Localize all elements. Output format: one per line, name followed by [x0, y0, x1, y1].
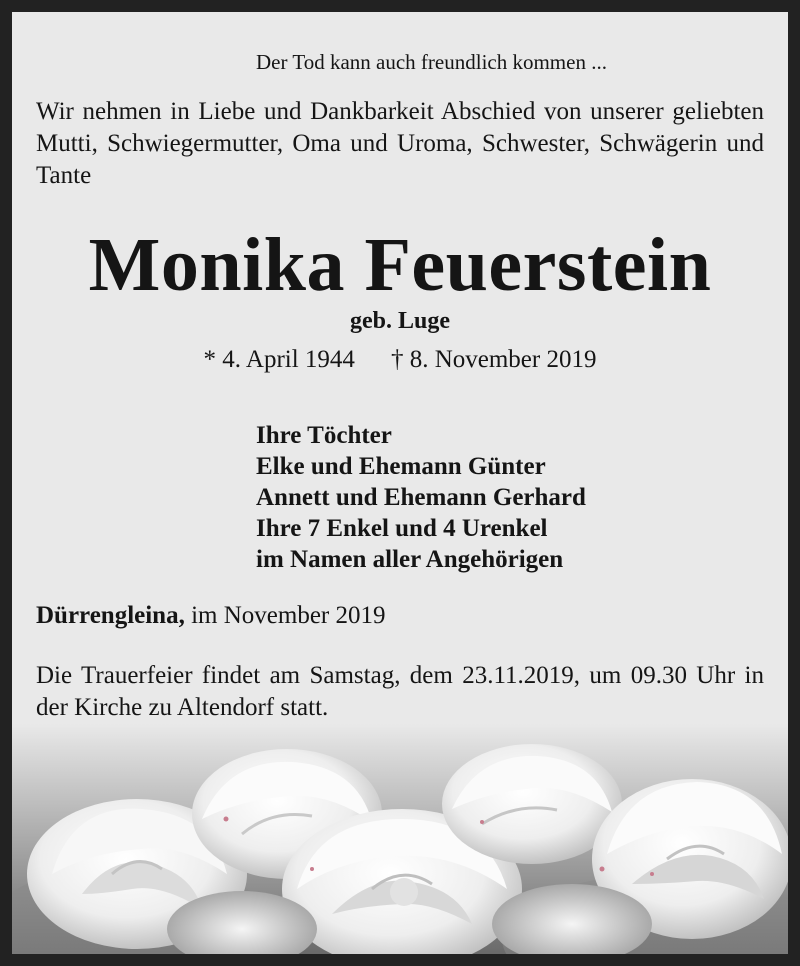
place-date-line: [36, 602, 386, 630]
birth-name: geb. Luge: [349, 308, 450, 334]
motto-line: [12, 50, 788, 75]
place-name: Dürrengleina,: [36, 602, 185, 629]
white-roses-image: [12, 724, 788, 954]
mourner-line: Ihre 7 Enkel und 4 Urenkel: [256, 515, 548, 542]
mourner-line: im Namen aller Angehörigen: [256, 546, 564, 573]
mourner-line: Annett und Ehemann Gerhard: [256, 484, 586, 511]
intro-paragraph: Wir nehmen in Liebe und Dankbarkeit Abschied von unserer geliebten Mutti, Schwiegermutter, Oma und Uroma, Schwester, Schwägerin und Tante: [36, 98, 764, 189]
motto-text: Der Tod kann auch freundlich kommen ...: [256, 50, 607, 74]
service-details: Die Trauerfeier findet am Samstag, dem 23.11.2019, um 09.30 Uhr in der Kirche zu Altendorf statt.: [36, 662, 764, 721]
mourner-line: Ihre Töchter: [256, 422, 392, 449]
notice-date: im November 2019: [191, 602, 386, 629]
mourners-list: [256, 420, 586, 575]
life-dates: [12, 346, 788, 374]
birth-date: * 4. April 1944: [203, 346, 355, 373]
deceased-name: Monika Feuerstein: [88, 223, 712, 307]
death-date: † 8. November 2019: [390, 346, 597, 373]
mourner-line: Elke und Ehemann Günter: [256, 453, 546, 480]
